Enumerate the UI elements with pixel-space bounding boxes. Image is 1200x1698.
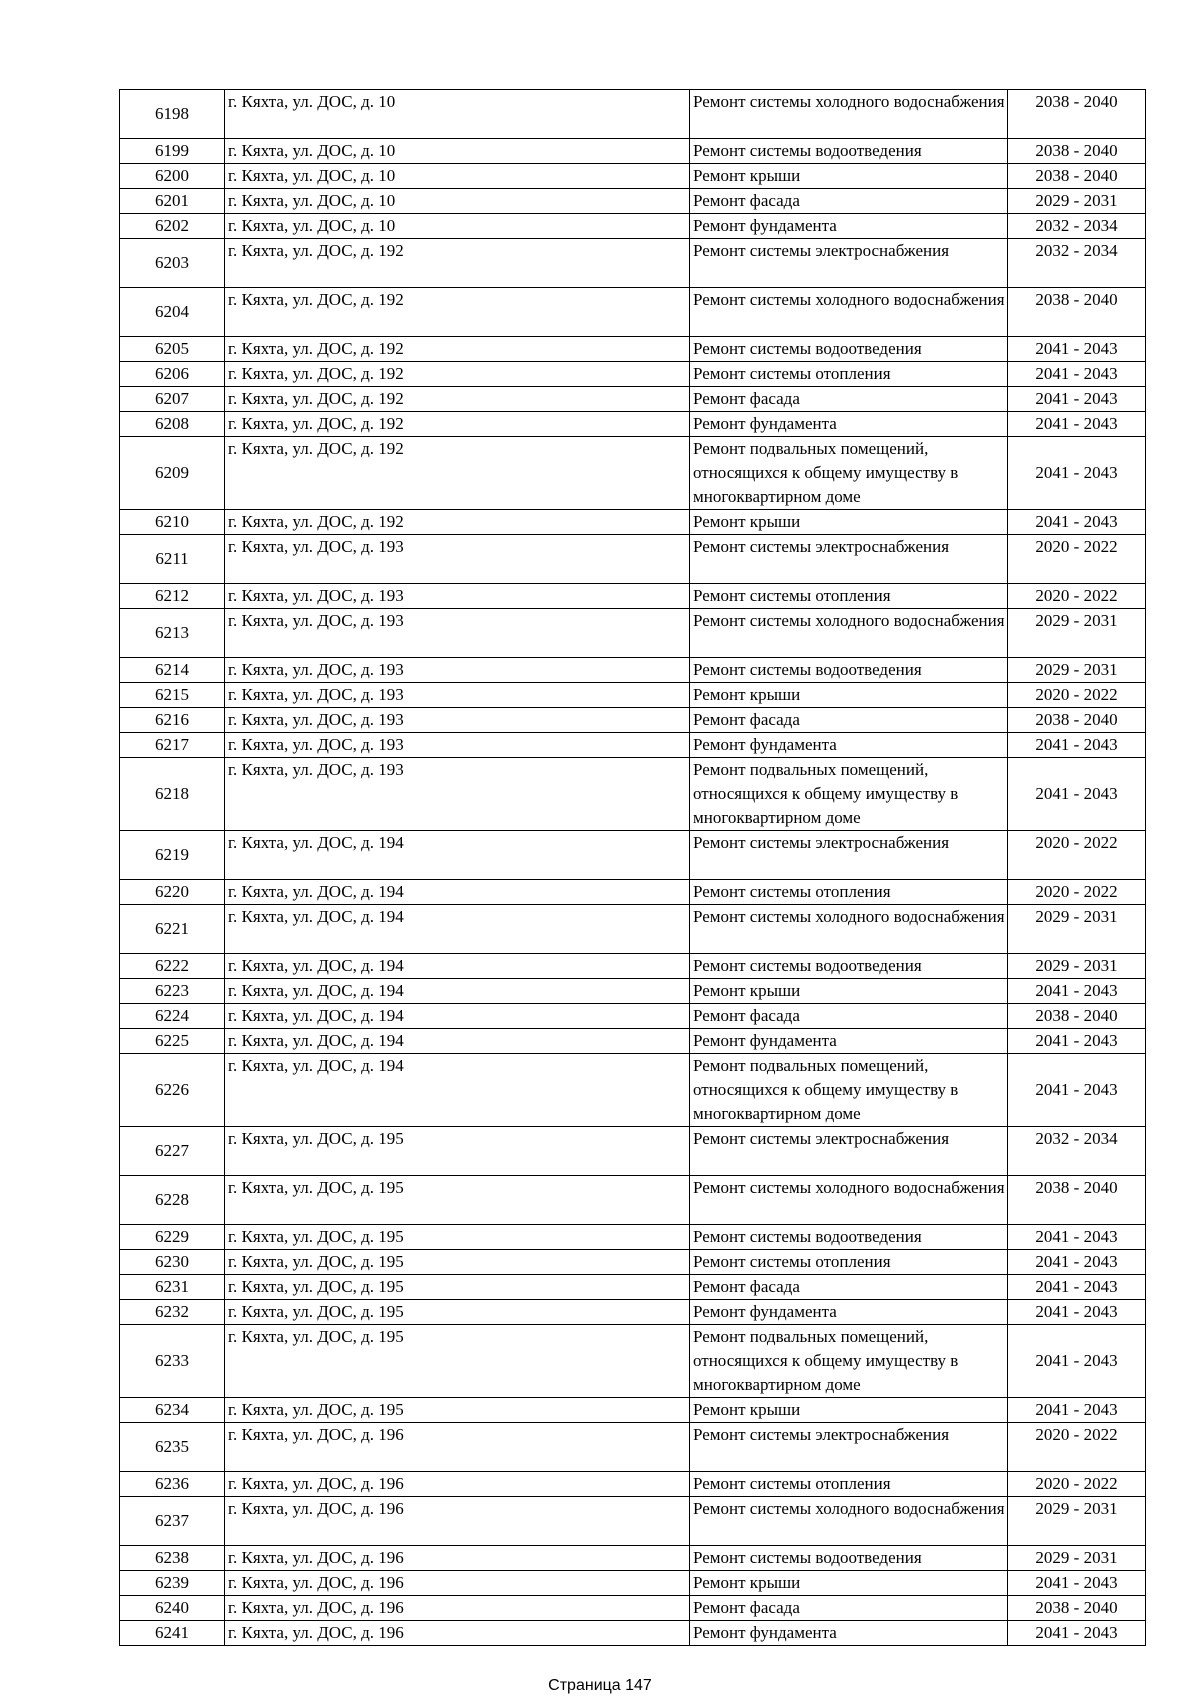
table-row	[120, 733, 1146, 758]
work-type-cell: Ремонт системы водоотведения	[690, 337, 1008, 362]
row-number-cell: 6226	[120, 1054, 225, 1127]
row-number-cell: 6200	[120, 164, 225, 189]
period-cell: 2041 - 2043	[1008, 1029, 1146, 1054]
row-number-cell: 6198	[120, 90, 225, 139]
table-row	[120, 1029, 1146, 1054]
period-cell: 2041 - 2043	[1008, 1325, 1146, 1398]
work-type-cell: Ремонт системы отопления	[690, 1472, 1008, 1497]
period-cell: 2029 - 2031	[1008, 658, 1146, 683]
table-row	[120, 758, 1146, 831]
work-type-cell: Ремонт фасада	[690, 708, 1008, 733]
table-row	[120, 905, 1146, 954]
table-row	[120, 1325, 1146, 1398]
row-number-cell: 6201	[120, 189, 225, 214]
row-number-cell: 6211	[120, 535, 225, 584]
row-number-cell: 6241	[120, 1621, 225, 1646]
address-cell: г. Кяхта, ул. ДОС, д. 192	[225, 437, 690, 510]
row-number-cell: 6214	[120, 658, 225, 683]
address-cell: г. Кяхта, ул. ДОС, д. 195	[225, 1250, 690, 1275]
work-type-cell: Ремонт системы электроснабжения	[690, 831, 1008, 880]
period-cell: 2029 - 2031	[1008, 1546, 1146, 1571]
period-cell: 2041 - 2043	[1008, 1275, 1146, 1300]
row-number-cell: 6222	[120, 954, 225, 979]
address-cell: г. Кяхта, ул. ДОС, д. 10	[225, 214, 690, 239]
address-cell: г. Кяхта, ул. ДОС, д. 193	[225, 658, 690, 683]
work-type-cell: Ремонт системы электроснабжения	[690, 1127, 1008, 1176]
row-number-cell: 6216	[120, 708, 225, 733]
row-number-cell: 6231	[120, 1275, 225, 1300]
row-number-cell: 6233	[120, 1325, 225, 1398]
address-cell: г. Кяхта, ул. ДОС, д. 193	[225, 733, 690, 758]
table-row	[120, 288, 1146, 337]
period-cell: 2029 - 2031	[1008, 609, 1146, 658]
work-type-cell: Ремонт подвальных помещений, относящихся к общему имуществу в многоквартирном доме	[690, 437, 1008, 510]
period-cell: 2038 - 2040	[1008, 288, 1146, 337]
address-cell: г. Кяхта, ул. ДОС, д. 10	[225, 164, 690, 189]
work-type-cell: Ремонт фасада	[690, 189, 1008, 214]
table-row	[120, 412, 1146, 437]
period-cell: 2041 - 2043	[1008, 510, 1146, 535]
period-cell: 2041 - 2043	[1008, 1054, 1146, 1127]
work-type-cell: Ремонт крыши	[690, 1571, 1008, 1596]
work-type-cell: Ремонт подвальных помещений, относящихся к общему имуществу в многоквартирном доме	[690, 758, 1008, 831]
row-number-cell: 6228	[120, 1176, 225, 1225]
address-cell: г. Кяхта, ул. ДОС, д. 195	[225, 1127, 690, 1176]
row-number-cell: 6225	[120, 1029, 225, 1054]
period-cell: 2032 - 2034	[1008, 214, 1146, 239]
work-type-cell: Ремонт подвальных помещений, относящихся к общему имуществу в многоквартирном доме	[690, 1054, 1008, 1127]
address-cell: г. Кяхта, ул. ДОС, д. 193	[225, 535, 690, 584]
address-cell: г. Кяхта, ул. ДОС, д. 194	[225, 1054, 690, 1127]
repair-schedule-table	[119, 89, 1146, 1646]
address-cell: г. Кяхта, ул. ДОС, д. 192	[225, 239, 690, 288]
address-cell: г. Кяхта, ул. ДОС, д. 196	[225, 1472, 690, 1497]
period-cell: 2038 - 2040	[1008, 1176, 1146, 1225]
table-row	[120, 1127, 1146, 1176]
work-type-cell: Ремонт крыши	[690, 164, 1008, 189]
period-cell: 2041 - 2043	[1008, 1300, 1146, 1325]
work-type-cell: Ремонт системы холодного водоснабжения	[690, 1176, 1008, 1225]
address-cell: г. Кяхта, ул. ДОС, д. 194	[225, 831, 690, 880]
row-number-cell: 6235	[120, 1423, 225, 1472]
period-cell: 2020 - 2022	[1008, 1472, 1146, 1497]
table-row	[120, 683, 1146, 708]
row-number-cell: 6220	[120, 880, 225, 905]
address-cell: г. Кяхта, ул. ДОС, д. 196	[225, 1621, 690, 1646]
work-type-cell: Ремонт системы отопления	[690, 584, 1008, 609]
address-cell: г. Кяхта, ул. ДОС, д. 194	[225, 880, 690, 905]
period-cell: 2041 - 2043	[1008, 1225, 1146, 1250]
address-cell: г. Кяхта, ул. ДОС, д. 194	[225, 1029, 690, 1054]
row-number-cell: 6238	[120, 1546, 225, 1571]
period-cell: 2020 - 2022	[1008, 683, 1146, 708]
row-number-cell: 6229	[120, 1225, 225, 1250]
row-number-cell: 6221	[120, 905, 225, 954]
table-row	[120, 1596, 1146, 1621]
work-type-cell: Ремонт системы водоотведения	[690, 139, 1008, 164]
table-row	[120, 954, 1146, 979]
period-cell: 2038 - 2040	[1008, 1596, 1146, 1621]
address-cell: г. Кяхта, ул. ДОС, д. 193	[225, 584, 690, 609]
work-type-cell: Ремонт системы отопления	[690, 362, 1008, 387]
address-cell: г. Кяхта, ул. ДОС, д. 192	[225, 510, 690, 535]
work-type-cell: Ремонт системы электроснабжения	[690, 535, 1008, 584]
row-number-cell: 6232	[120, 1300, 225, 1325]
row-number-cell: 6223	[120, 979, 225, 1004]
address-cell: г. Кяхта, ул. ДОС, д. 194	[225, 954, 690, 979]
work-type-cell: Ремонт системы отопления	[690, 880, 1008, 905]
period-cell: 2029 - 2031	[1008, 189, 1146, 214]
period-cell: 2020 - 2022	[1008, 831, 1146, 880]
table-row	[120, 1176, 1146, 1225]
period-cell: 2041 - 2043	[1008, 412, 1146, 437]
address-cell: г. Кяхта, ул. ДОС, д. 196	[225, 1497, 690, 1546]
period-cell: 2041 - 2043	[1008, 1571, 1146, 1596]
address-cell: г. Кяхта, ул. ДОС, д. 195	[225, 1275, 690, 1300]
work-type-cell: Ремонт крыши	[690, 979, 1008, 1004]
period-cell: 2038 - 2040	[1008, 1004, 1146, 1029]
work-type-cell: Ремонт подвальных помещений, относящихся к общему имуществу в многоквартирном доме	[690, 1325, 1008, 1398]
work-type-cell: Ремонт фундамента	[690, 1300, 1008, 1325]
table-row	[120, 387, 1146, 412]
work-type-cell: Ремонт системы водоотведения	[690, 658, 1008, 683]
table-row	[120, 658, 1146, 683]
table-row	[120, 1225, 1146, 1250]
row-number-cell: 6202	[120, 214, 225, 239]
table-row	[120, 880, 1146, 905]
period-cell: 2041 - 2043	[1008, 979, 1146, 1004]
row-number-cell: 6199	[120, 139, 225, 164]
work-type-cell: Ремонт системы водоотведения	[690, 954, 1008, 979]
row-number-cell: 6218	[120, 758, 225, 831]
table-row	[120, 214, 1146, 239]
table-body	[120, 90, 1146, 1646]
work-type-cell: Ремонт системы электроснабжения	[690, 239, 1008, 288]
row-number-cell: 6209	[120, 437, 225, 510]
row-number-cell: 6205	[120, 337, 225, 362]
work-type-cell: Ремонт крыши	[690, 683, 1008, 708]
period-cell: 2041 - 2043	[1008, 437, 1146, 510]
period-cell: 2038 - 2040	[1008, 164, 1146, 189]
address-cell: г. Кяхта, ул. ДОС, д. 196	[225, 1571, 690, 1596]
table-row	[120, 90, 1146, 139]
row-number-cell: 6212	[120, 584, 225, 609]
work-type-cell: Ремонт крыши	[690, 510, 1008, 535]
work-type-cell: Ремонт фасада	[690, 1275, 1008, 1300]
period-cell: 2020 - 2022	[1008, 535, 1146, 584]
work-type-cell: Ремонт системы водоотведения	[690, 1546, 1008, 1571]
work-type-cell: Ремонт фундамента	[690, 1621, 1008, 1646]
period-cell: 2041 - 2043	[1008, 337, 1146, 362]
table-row	[120, 1004, 1146, 1029]
address-cell: г. Кяхта, ул. ДОС, д. 196	[225, 1423, 690, 1472]
table-row	[120, 535, 1146, 584]
table-row	[120, 1546, 1146, 1571]
period-cell: 2041 - 2043	[1008, 733, 1146, 758]
row-number-cell: 6207	[120, 387, 225, 412]
row-number-cell: 6217	[120, 733, 225, 758]
row-number-cell: 6234	[120, 1398, 225, 1423]
table-row	[120, 437, 1146, 510]
table-row	[120, 362, 1146, 387]
address-cell: г. Кяхта, ул. ДОС, д. 195	[225, 1300, 690, 1325]
period-cell: 2041 - 2043	[1008, 1398, 1146, 1423]
work-type-cell: Ремонт фасада	[690, 1004, 1008, 1029]
work-type-cell: Ремонт системы отопления	[690, 1250, 1008, 1275]
period-cell: 2029 - 2031	[1008, 1497, 1146, 1546]
table-row	[120, 139, 1146, 164]
row-number-cell: 6208	[120, 412, 225, 437]
period-cell: 2041 - 2043	[1008, 362, 1146, 387]
row-number-cell: 6210	[120, 510, 225, 535]
work-type-cell: Ремонт фундамента	[690, 733, 1008, 758]
row-number-cell: 6237	[120, 1497, 225, 1546]
address-cell: г. Кяхта, ул. ДОС, д. 192	[225, 362, 690, 387]
address-cell: г. Кяхта, ул. ДОС, д. 196	[225, 1596, 690, 1621]
period-cell: 2029 - 2031	[1008, 905, 1146, 954]
page-number: Страница 147	[548, 1677, 652, 1694]
work-type-cell: Ремонт фундамента	[690, 214, 1008, 239]
address-cell: г. Кяхта, ул. ДОС, д. 195	[225, 1225, 690, 1250]
work-type-cell: Ремонт системы холодного водоснабжения	[690, 90, 1008, 139]
table-row	[120, 1250, 1146, 1275]
address-cell: г. Кяхта, ул. ДОС, д. 10	[225, 90, 690, 139]
table-row	[120, 1398, 1146, 1423]
table-row	[120, 584, 1146, 609]
row-number-cell: 6227	[120, 1127, 225, 1176]
address-cell: г. Кяхта, ул. ДОС, д. 196	[225, 1546, 690, 1571]
row-number-cell: 6204	[120, 288, 225, 337]
row-number-cell: 6224	[120, 1004, 225, 1029]
period-cell: 2038 - 2040	[1008, 90, 1146, 139]
address-cell: г. Кяхта, ул. ДОС, д. 193	[225, 609, 690, 658]
period-cell: 2041 - 2043	[1008, 387, 1146, 412]
work-type-cell: Ремонт системы водоотведения	[690, 1225, 1008, 1250]
table-row	[120, 1497, 1146, 1546]
table-row	[120, 164, 1146, 189]
address-cell: г. Кяхта, ул. ДОС, д. 194	[225, 1004, 690, 1029]
row-number-cell: 6213	[120, 609, 225, 658]
address-cell: г. Кяхта, ул. ДОС, д. 193	[225, 683, 690, 708]
address-cell: г. Кяхта, ул. ДОС, д. 195	[225, 1325, 690, 1398]
table-row	[120, 1300, 1146, 1325]
address-cell: г. Кяхта, ул. ДОС, д. 195	[225, 1176, 690, 1225]
address-cell: г. Кяхта, ул. ДОС, д. 192	[225, 387, 690, 412]
table-row	[120, 1621, 1146, 1646]
row-number-cell: 6206	[120, 362, 225, 387]
address-cell: г. Кяхта, ул. ДОС, д. 192	[225, 337, 690, 362]
row-number-cell: 6236	[120, 1472, 225, 1497]
address-cell: г. Кяхта, ул. ДОС, д. 192	[225, 288, 690, 337]
table-row	[120, 708, 1146, 733]
address-cell: г. Кяхта, ул. ДОС, д. 194	[225, 979, 690, 1004]
row-number-cell: 6219	[120, 831, 225, 880]
period-cell: 2020 - 2022	[1008, 584, 1146, 609]
table-row	[120, 1472, 1146, 1497]
table-row	[120, 979, 1146, 1004]
table-row	[120, 609, 1146, 658]
table-row	[120, 831, 1146, 880]
row-number-cell: 6203	[120, 239, 225, 288]
work-type-cell: Ремонт системы холодного водоснабжения	[690, 905, 1008, 954]
row-number-cell: 6230	[120, 1250, 225, 1275]
period-cell: 2038 - 2040	[1008, 708, 1146, 733]
work-type-cell: Ремонт крыши	[690, 1398, 1008, 1423]
table-row	[120, 1275, 1146, 1300]
work-type-cell: Ремонт фасада	[690, 1596, 1008, 1621]
address-cell: г. Кяхта, ул. ДОС, д. 10	[225, 139, 690, 164]
row-number-cell: 6239	[120, 1571, 225, 1596]
address-cell: г. Кяхта, ул. ДОС, д. 192	[225, 412, 690, 437]
work-type-cell: Ремонт системы холодного водоснабжения	[690, 609, 1008, 658]
work-type-cell: Ремонт системы холодного водоснабжения	[690, 288, 1008, 337]
period-cell: 2032 - 2034	[1008, 1127, 1146, 1176]
table-row	[120, 1571, 1146, 1596]
address-cell: г. Кяхта, ул. ДОС, д. 195	[225, 1398, 690, 1423]
work-type-cell: Ремонт фундамента	[690, 1029, 1008, 1054]
period-cell: 2032 - 2034	[1008, 239, 1146, 288]
period-cell: 2020 - 2022	[1008, 1423, 1146, 1472]
table-row	[120, 239, 1146, 288]
row-number-cell: 6215	[120, 683, 225, 708]
table-row	[120, 337, 1146, 362]
period-cell: 2020 - 2022	[1008, 880, 1146, 905]
period-cell: 2038 - 2040	[1008, 139, 1146, 164]
work-type-cell: Ремонт фасада	[690, 387, 1008, 412]
address-cell: г. Кяхта, ул. ДОС, д. 194	[225, 905, 690, 954]
address-cell: г. Кяхта, ул. ДОС, д. 10	[225, 189, 690, 214]
address-cell: г. Кяхта, ул. ДОС, д. 193	[225, 708, 690, 733]
period-cell: 2041 - 2043	[1008, 1621, 1146, 1646]
period-cell: 2041 - 2043	[1008, 1250, 1146, 1275]
period-cell: 2041 - 2043	[1008, 758, 1146, 831]
row-number-cell: 6240	[120, 1596, 225, 1621]
table-row	[120, 1423, 1146, 1472]
address-cell: г. Кяхта, ул. ДОС, д. 193	[225, 758, 690, 831]
work-type-cell: Ремонт фундамента	[690, 412, 1008, 437]
table-row	[120, 1054, 1146, 1127]
period-cell: 2029 - 2031	[1008, 954, 1146, 979]
table-row	[120, 510, 1146, 535]
table-row	[120, 189, 1146, 214]
work-type-cell: Ремонт системы электроснабжения	[690, 1423, 1008, 1472]
work-type-cell: Ремонт системы холодного водоснабжения	[690, 1497, 1008, 1546]
